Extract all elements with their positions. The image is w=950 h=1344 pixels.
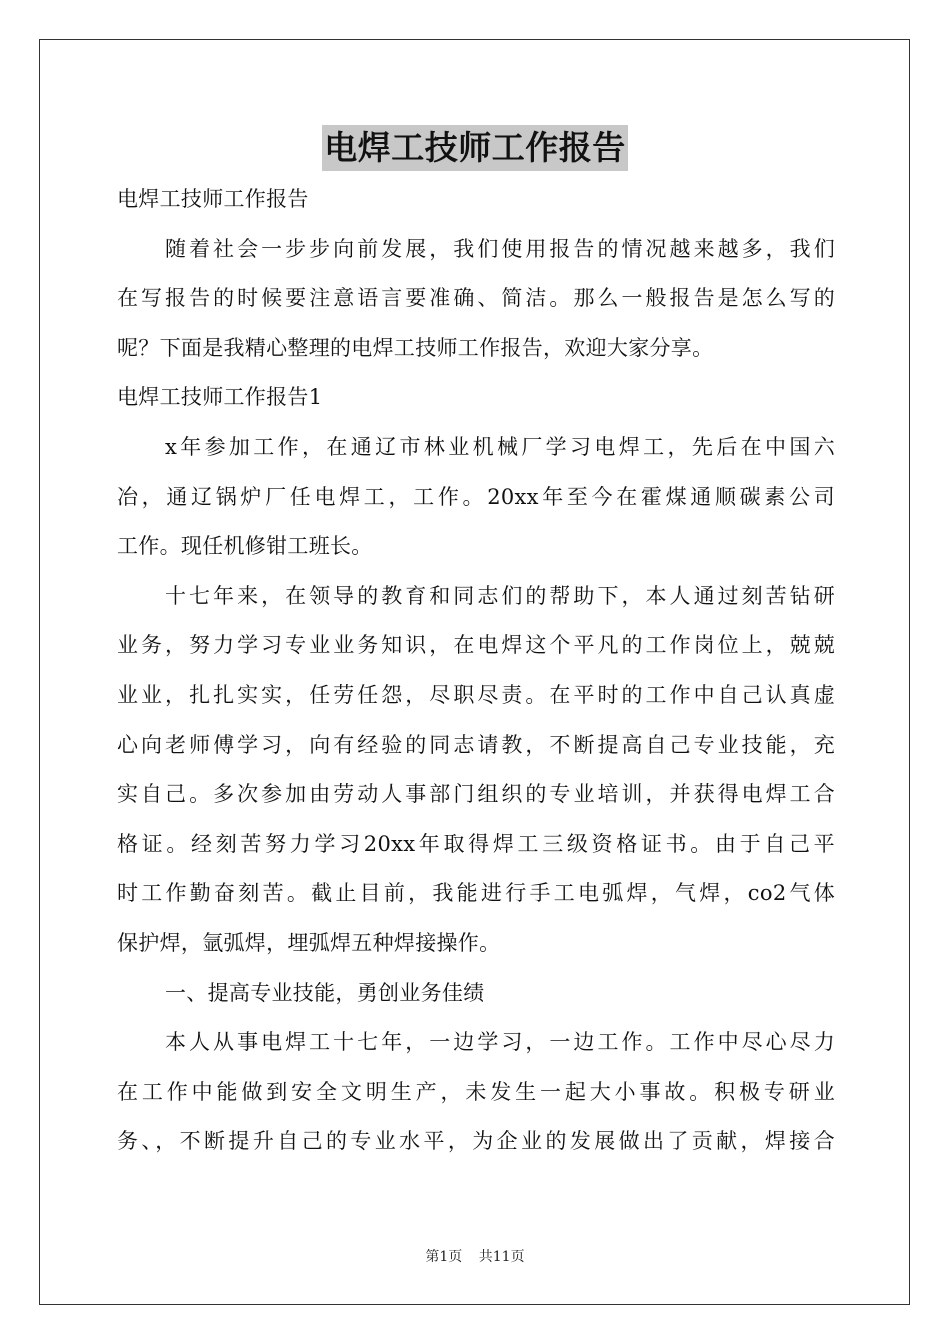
text-line: 务、，不断提升自己的专业水平，为企业的发展做出了贡献，焊接合 <box>117 1129 835 1154</box>
text-line: 本人从事电焊工十七年，一边学习，一边工作。工作中尽心尽力 <box>165 1030 835 1055</box>
text-line: 工作。现任机修钳工班长。 <box>117 534 373 559</box>
text-line: 保护焊，氩弧焊，埋弧焊五种焊接操作。 <box>117 930 501 955</box>
text-line: 呢？下面是我精心整理的电焊工技师工作报告，欢迎大家分享。 <box>117 335 714 360</box>
text-line: 在写报告的时候要注意语言要准确、简洁。那么一般报告是怎么写的 <box>117 286 835 311</box>
page-number: 第1页 <box>425 1249 463 1265</box>
text-line: x年参加工作，在通辽市林业机械厂学习电焊工，先后在中国六 <box>165 434 835 459</box>
document-body <box>117 175 835 1167</box>
text-line: 在工作中能做到安全文明生产，未发生一起大小事故。积极专研业 <box>117 1079 835 1104</box>
text-line: 业业，扎扎实实，任劳任怨，尽职尽责。在平时的工作中自己认真虚 <box>117 682 835 707</box>
text-line: 一、提高专业技能，勇创业务佳绩 <box>165 980 485 1005</box>
text-line: 实自己。多次参加由劳动人事部门组织的专业培训，并获得电焊工合 <box>117 782 835 807</box>
text-line: 时工作勤奋刻苦。截止目前，我能进行手工电弧焊，气焊，co2气体 <box>117 881 835 906</box>
text-line: 心向老师傅学习，向有经验的同志请教，不断提高自己专业技能，充 <box>117 732 835 757</box>
text-line: 电焊工技师工作报告 <box>117 187 309 211</box>
document-title: 电焊工技师工作报告 <box>322 125 628 171</box>
text-line: 冶，通辽锅炉厂任电焊工，工作。20xx年至今在霍煤通顺碳素公司 <box>117 484 835 509</box>
text-line: 随着社会一步步向前发展，我们使用报告的情况越来越多，我们 <box>165 236 835 261</box>
text-line: 格证。经刻苦努力学习20xx年取得焊工三级资格证书。由于自己平 <box>117 831 835 856</box>
text-line: 业务，努力学习专业业务知识，在电焊这个平凡的工作岗位上，兢兢 <box>117 633 835 658</box>
page-total: 共11页 <box>478 1249 525 1265</box>
text-line: 十七年来，在领导的教育和同志们的帮助下，本人通过刻苦钻研 <box>165 583 835 608</box>
text-line: 电焊工技师工作报告1 <box>117 385 323 410</box>
title-container <box>0 125 950 171</box>
page-footer <box>0 1246 950 1266</box>
